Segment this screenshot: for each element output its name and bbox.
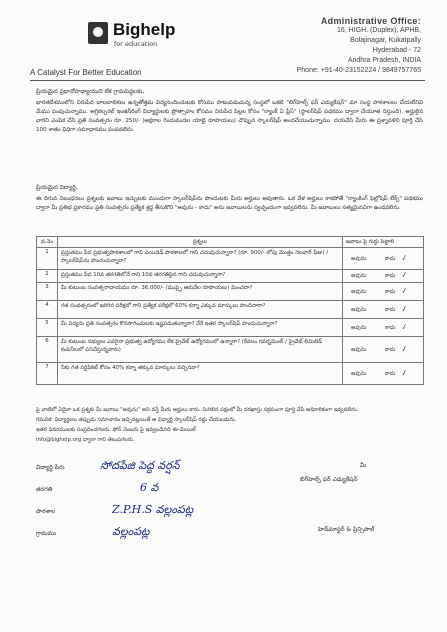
answer-no[interactable]: కాదు [385,306,396,313]
office-line: Hyderabad - 72 [372,47,421,54]
table-row [37,337,424,363]
school-label: పాఠశాల [36,508,56,515]
answer-yes[interactable]: అవును [351,255,367,262]
question-text: మీ కుటుంబ సంవత్సరాదాయము రూ. 36,000/- (ముప్పై ఆరువేల రూపాయలు) మించదా? [58,283,343,301]
question-text: ప్రస్తుతము పేద ప్రభుత్వపాఠశాలలో గాని ఎయిడెడ్ పాఠశాలలో గాని చదువుచున్నారా? (రూ. 900/- లోపు మొత్తం నెలవారీ ఫీజు) / స్కాలర్‌షిప్‌ను పొందుచున్నారా? [58,248,343,270]
handwritten-tick-icon: ✓ [399,285,409,296]
brand-subtitle: for education [114,40,158,48]
village-label: గ్రామము [36,530,57,537]
answer-no[interactable]: కాదు [385,324,396,331]
question-text: మీ కుటుంబ సభ్యులు ఎవరైనా ప్రభుత్వ ఉద్యోగము లేక ప్రైవేట్ ఉద్యోగములో ఉన్నారా? (కేవలం గవర్నమెంట్ / ప్రైవేట్ లిమిటెడ్ కంపెనీలలో పనిచేస్తున్నవారు) [58,337,343,363]
handwritten-tick-icon: ✓ [399,270,409,280]
row-number: 1 [37,248,58,270]
tagline: A Catalyst For Better Education [30,68,142,77]
answer-no[interactable]: కాదు [385,288,396,295]
answer-no[interactable]: కాదు [385,273,396,279]
answer-cell[interactable] [343,283,424,301]
row-number: 5 [37,319,58,337]
table-row [37,363,424,385]
answer-yes[interactable]: అవును [351,324,367,331]
answer-cell[interactable] [343,337,424,363]
table-header-row [37,237,424,248]
signoff-org: బిగ్‌హెల్ప్ ఫర్ ఎడ్యుకేషన్ [300,476,358,483]
answer-cell[interactable] [343,248,424,270]
header-serial: వ.నెం [37,237,58,248]
question-text: గత సంవత్సరంలో జరిగిన పరీక్షలో గాని ప్రత్యేక పరీక్షలో 60% కన్నా ఎక్కువ మార్కులు పొందినారా? [58,301,343,319]
intro-paragraph: భారతదేశములోని నిరుపేద బాలబాలికలు ఉన్నతోత్తమ విద్యనందించుటకు కోసము పాటుపడుచున్న సంస్థలో ఒకటి "బిగ్‌హెల్ప్ ఫర్ ఎడ్యుకేషన్" మా సంస్థ పాఠశాలలు చేయలేనివి మేము పంపుచున్నాము. అగ్రికల్చరల్ ఇంజినీరింగ్ విద్యార్థులకు ప్రోత్సాహం కోసము నిరుపేద పిల్లల కోసం "ర్యాంక్ ఏ ప్లేస్" (స్టాలర్‌షిప్ పథకము ద్వారా చేయూత నిస్తుంది). అర్హులైన వారిని ఎంపిక చేసి ప్రతి సంవత్సరం రూ. 250/- (అక్షరాల రెండువందల యాభై రూపాయలు) చొప్పున స్కాలర్‌షిప్ అందచేయుచున్నాము. దయచేసి మీరు ఈ ప్రశ్నావళిని పూర్తి చేసి 100 శాతం విధిగా సమాధానము పంపవలెను. [36,100,423,133]
office-title: Administrative Office: [320,16,421,26]
office-phone: Phone: +91-40-23152224 / 9849757765 [296,67,421,74]
row-number: 7 [37,363,58,385]
note-line: ఇతర వివరములకు సంప్రదించగలరు. ఫోన్ నెంబరు పై ఇవ్వబడినది ఈ-మెయిల్ [36,427,196,433]
table-row [37,301,424,319]
row-number: 4 [37,301,58,319]
office-address [251,16,421,76]
school-value[interactable]: Z.P.H.S వల్లంపట్ల [112,503,194,516]
instructions-paragraph: ఈ దిగువ నిబంధనలు ప్రశ్నలకు జవాబు ఇచ్చుటకు ముందుగా స్కాలర్‌షిప్‌ను పొందుటకు మీరు అర్హులు అవుతారు. ఒక వేళ అర్హులు కాకపోతే "ర్యాంకింగ్ ఫెల్లోషిప్ లేక్స్" పథకము ద్వారా మీ ప్రతిభ ప్రకారము ప్రతి సంవత్సరం ప్రత్యేక శ్రద్ధ తీసుకొని "అవును - కాదు" అను జవాబులను స్వచ్ఛందంగా ఇవ్వవలెను. మీ జవాబులు సత్యమైనవిగా ఉండవలెను. [36,196,423,211]
salutation-headmaster: ప్రియమైన ప్రధానోపాధ్యాయుని లేక గ్రామపెద్దలకు, [36,89,145,95]
question-text: మీ విద్యను ప్రతి సంవత్సరం కొనసాగించుటకు ఇష్టపడుతున్నారా? వేరే ఇతర స్కాలర్‌షిప్ పొందుచున్నారా? [58,319,343,337]
answer-cell[interactable] [343,363,424,385]
answer-yes[interactable]: అవును [351,306,367,313]
bighelp-logo-icon [88,22,108,44]
answer-yes[interactable]: అవును [351,273,367,279]
signoff-headmaster: హెడ్‌మాస్టర్ & ప్రిన్సిపాల్ [318,526,375,533]
table-row [37,248,424,270]
header-answer: జవాబు పై గుర్తు పెట్టాలి [343,237,424,248]
handwritten-tick-icon: ✓ [399,343,409,354]
table-row [37,283,424,301]
note-line: పై వాటిలో ఏదైనా ఒక ప్రశ్నకు మీ జవాబు "అవును" అని వస్తే మీరు అర్హులు కారు. మిగిలిన పక్షంలో మీ దరఖాస్తు సక్రమంగా పూర్తి చేసి అధికారికంగా ఇవ్వవలెను. [36,407,359,413]
salutation-student: ప్రియమైన విద్యార్థి, [36,185,78,191]
answer-no[interactable]: కాదు [385,370,396,377]
answer-yes[interactable]: అవును [351,288,367,295]
note-line: గమనిక: విద్యార్థులు తప్పుడు సమాచారం ఇచ్చినట్లయితే ఆ విద్యార్థి స్కాలర్‌షిప్ రద్దు చేయబడును. [36,417,237,423]
answer-cell[interactable] [343,319,424,337]
answer-no[interactable]: కాదు [385,346,396,353]
row-number: 3 [37,283,58,301]
handwritten-tick-icon: ✓ [399,252,409,263]
contact-email: info@bighelp.org ద్వారా గాని తెలుపగలరు. [36,437,135,443]
row-number: 2 [37,270,58,283]
office-line: Andhra Pradesh, INDIA [347,57,421,64]
question-text: నీకు గత సర్టిఫికెట్ కోసం 40% కన్నా తక్కువ మార్కులు వచ్చినవా? [58,363,343,385]
village-value[interactable]: వల్లంపట్ల [112,525,150,538]
handwritten-tick-icon: ✓ [399,367,409,378]
answer-cell[interactable] [343,301,424,319]
header-questions: ప్రశ్నలు [58,237,343,248]
table-row [37,270,424,283]
student-name-value[interactable]: సోదపేజి పెద్ద వర్షన్ [100,459,180,472]
row-number: 6 [37,337,58,363]
answer-yes[interactable]: అవును [351,370,367,377]
eligibility-table [36,236,424,385]
table-row [37,319,424,337]
office-line: Bolajinagar, Kukatpally [350,37,421,44]
header-divider [30,80,425,81]
handwritten-tick-icon: ✓ [399,303,409,314]
class-label: తరగతి [36,486,53,493]
answer-no[interactable]: కాదు [385,255,396,262]
question-text: ప్రస్తుతము పేద 10వ తరగతిలోనే గాని 10వ తరగతిపైన గాని చదువుచున్నారా? [58,270,343,283]
office-line: 16, HIGH. (Duplex), APHB, [336,27,421,34]
signoff-yours: మీ [360,462,367,469]
class-value[interactable]: 6 వ [140,481,159,494]
answer-yes[interactable]: అవును [351,346,367,353]
student-name-label: విద్యార్థి పేరు [36,464,65,471]
brand-name: Bighelp [113,20,176,39]
handwritten-tick-icon: ✓ [399,321,409,332]
answer-cell[interactable] [343,270,424,283]
